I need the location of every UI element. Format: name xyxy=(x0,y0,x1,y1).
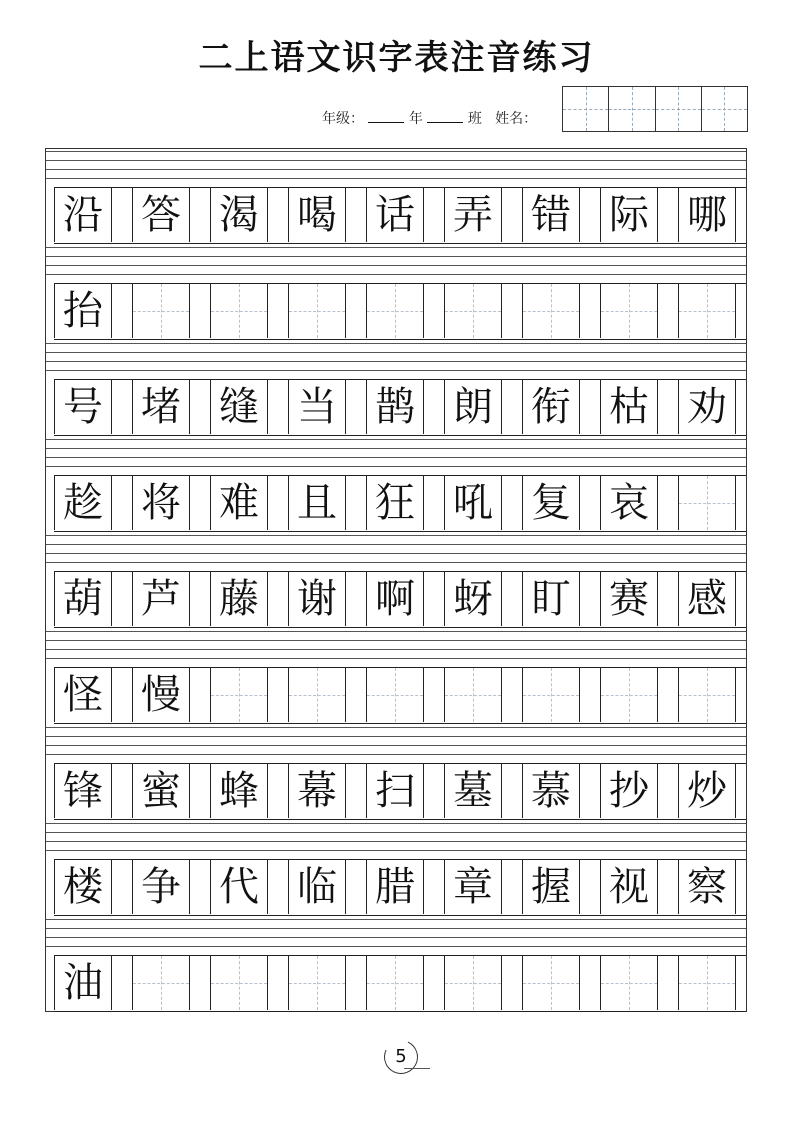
character-cell xyxy=(54,380,112,434)
character-cell xyxy=(600,572,658,626)
character-cell xyxy=(444,572,502,626)
character-cell xyxy=(522,476,580,530)
empty-character-cell[interactable] xyxy=(522,284,580,338)
character-cell xyxy=(54,956,112,1010)
character-cell xyxy=(522,188,580,242)
pinyin-line xyxy=(46,535,746,536)
hanzi-character: 楼 xyxy=(63,864,103,910)
character-cell xyxy=(132,572,190,626)
hanzi-character: 握 xyxy=(531,864,571,910)
character-cell xyxy=(522,572,580,626)
practice-row xyxy=(46,148,746,244)
name-box[interactable] xyxy=(656,87,702,131)
hanzi-character: 哪 xyxy=(687,192,727,238)
character-cell xyxy=(678,572,736,626)
character-cells xyxy=(54,859,746,916)
empty-character-cell[interactable] xyxy=(366,668,424,722)
hanzi-character: 抄 xyxy=(609,768,649,814)
character-cells xyxy=(54,379,746,436)
page-number-badge xyxy=(382,1038,420,1076)
pinyin-line xyxy=(46,466,746,467)
pinyin-line xyxy=(46,352,746,353)
pinyin-line xyxy=(46,178,746,179)
character-cell xyxy=(54,284,112,338)
character-cell xyxy=(288,380,346,434)
name-label: 姓名： xyxy=(495,111,538,127)
hanzi-character: 朗 xyxy=(453,384,493,430)
practice-row xyxy=(46,916,746,1012)
character-cell xyxy=(366,764,424,818)
hanzi-character: 难 xyxy=(219,480,259,526)
character-cell xyxy=(54,860,112,914)
hanzi-character: 枯 xyxy=(609,384,649,430)
character-cell xyxy=(678,764,736,818)
hanzi-character: 蜂 xyxy=(219,768,259,814)
pinyin-line xyxy=(46,919,746,920)
empty-character-cell[interactable] xyxy=(366,284,424,338)
hanzi-character: 将 xyxy=(141,480,181,526)
empty-character-cell[interactable] xyxy=(288,284,346,338)
hanzi-character: 幕 xyxy=(297,768,337,814)
pinyin-writing-lines[interactable] xyxy=(46,340,746,379)
pinyin-line xyxy=(46,832,746,833)
hanzi-character: 错 xyxy=(531,192,571,238)
character-cells xyxy=(54,475,746,532)
empty-character-cell[interactable] xyxy=(132,956,190,1010)
pinyin-line xyxy=(46,823,746,824)
hanzi-character: 炒 xyxy=(687,768,727,814)
character-cell xyxy=(54,572,112,626)
empty-character-cell[interactable] xyxy=(288,956,346,1010)
hanzi-character: 啊 xyxy=(375,576,415,622)
page-number: 5 xyxy=(395,1046,407,1067)
character-cell xyxy=(288,860,346,914)
pinyin-line xyxy=(46,658,746,659)
hanzi-character: 视 xyxy=(609,864,649,910)
hanzi-character: 葫 xyxy=(63,576,103,622)
character-cell xyxy=(522,860,580,914)
character-cell xyxy=(678,380,736,434)
empty-character-cell[interactable] xyxy=(522,668,580,722)
empty-character-cell[interactable] xyxy=(366,956,424,1010)
empty-character-cell[interactable] xyxy=(444,956,502,1010)
hanzi-character: 争 xyxy=(141,864,181,910)
hanzi-character: 代 xyxy=(219,864,259,910)
character-cell xyxy=(54,668,112,722)
pinyin-line xyxy=(46,937,746,938)
pinyin-line xyxy=(46,457,746,458)
hanzi-character: 藤 xyxy=(219,576,259,622)
practice-row xyxy=(46,436,746,532)
pinyin-line xyxy=(46,274,746,275)
hanzi-character: 缝 xyxy=(219,384,259,430)
pinyin-line xyxy=(46,265,746,266)
pinyin-writing-lines[interactable] xyxy=(46,436,746,475)
hanzi-character: 堵 xyxy=(141,384,181,430)
character-cell xyxy=(678,860,736,914)
character-cell xyxy=(444,860,502,914)
character-cell xyxy=(288,188,346,242)
character-cell xyxy=(366,572,424,626)
character-cell xyxy=(444,380,502,434)
practice-row xyxy=(46,724,746,820)
empty-character-cell[interactable] xyxy=(288,668,346,722)
practice-sheet xyxy=(45,148,747,1012)
hanzi-character: 芦 xyxy=(141,576,181,622)
hanzi-character: 扫 xyxy=(375,768,415,814)
student-info-line xyxy=(322,108,537,128)
name-box[interactable] xyxy=(563,87,609,131)
practice-row xyxy=(46,820,746,916)
class-blank[interactable] xyxy=(427,110,463,123)
pinyin-line xyxy=(46,754,746,755)
hanzi-character: 弄 xyxy=(453,192,493,238)
character-cell xyxy=(444,476,502,530)
year-suffix: 年 xyxy=(408,111,423,127)
name-writing-boxes[interactable] xyxy=(562,86,748,132)
character-cells xyxy=(54,283,746,340)
hanzi-character: 蚜 xyxy=(453,576,493,622)
empty-character-cell[interactable] xyxy=(210,956,268,1010)
name-box[interactable] xyxy=(609,87,655,131)
character-cell xyxy=(522,764,580,818)
character-cells xyxy=(54,667,746,724)
page-number-decoration xyxy=(404,1068,430,1075)
character-cell xyxy=(600,380,658,434)
hanzi-character: 喝 xyxy=(297,192,337,238)
pinyin-line xyxy=(46,439,746,440)
character-cell xyxy=(54,476,112,530)
character-cell xyxy=(600,476,658,530)
hanzi-character: 盯 xyxy=(531,576,571,622)
hanzi-character: 鹊 xyxy=(375,384,415,430)
empty-character-cell[interactable] xyxy=(678,668,736,722)
hanzi-character: 蜜 xyxy=(141,768,181,814)
empty-character-cell[interactable] xyxy=(522,956,580,1010)
empty-character-cell[interactable] xyxy=(678,284,736,338)
hanzi-character: 怪 xyxy=(63,672,103,718)
pinyin-line xyxy=(46,736,746,737)
character-cell xyxy=(132,764,190,818)
empty-character-cell[interactable] xyxy=(600,668,658,722)
character-cell xyxy=(132,380,190,434)
pinyin-line xyxy=(46,649,746,650)
hanzi-character: 赛 xyxy=(609,576,649,622)
pinyin-writing-lines[interactable] xyxy=(46,244,746,283)
hanzi-character: 衔 xyxy=(531,384,571,430)
empty-character-cell[interactable] xyxy=(600,956,658,1010)
hanzi-character: 腊 xyxy=(375,864,415,910)
character-cell xyxy=(366,476,424,530)
character-cell xyxy=(288,764,346,818)
pinyin-line xyxy=(46,553,746,554)
pinyin-writing-lines[interactable] xyxy=(46,532,746,571)
character-cell xyxy=(210,764,268,818)
character-cell xyxy=(444,188,502,242)
empty-character-cell[interactable] xyxy=(444,668,502,722)
hanzi-character: 吼 xyxy=(453,480,493,526)
hanzi-character: 锋 xyxy=(63,768,103,814)
empty-character-cell[interactable] xyxy=(210,284,268,338)
empty-character-cell[interactable] xyxy=(210,668,268,722)
hanzi-character: 狂 xyxy=(375,480,415,526)
hanzi-character: 复 xyxy=(531,480,571,526)
character-cells xyxy=(54,571,746,628)
character-cell xyxy=(54,764,112,818)
hanzi-character: 谢 xyxy=(297,576,337,622)
pinyin-writing-lines[interactable] xyxy=(46,820,746,859)
pinyin-line xyxy=(46,850,746,851)
empty-character-cell[interactable] xyxy=(678,476,736,530)
pinyin-writing-lines[interactable] xyxy=(46,724,746,763)
hanzi-character: 话 xyxy=(375,192,415,238)
hanzi-character: 际 xyxy=(609,192,649,238)
pinyin-writing-lines[interactable] xyxy=(46,628,746,667)
character-cell xyxy=(210,476,268,530)
character-cell xyxy=(132,860,190,914)
character-cells xyxy=(54,187,746,244)
pinyin-line xyxy=(46,727,746,728)
practice-row xyxy=(46,628,746,724)
character-cell xyxy=(366,188,424,242)
pinyin-writing-lines[interactable] xyxy=(46,916,746,955)
hanzi-character: 抬 xyxy=(63,288,103,334)
character-cell xyxy=(288,572,346,626)
pinyin-line xyxy=(46,160,746,161)
character-cell xyxy=(600,764,658,818)
pinyin-line xyxy=(46,745,746,746)
character-cell xyxy=(210,572,268,626)
grade-blank[interactable] xyxy=(368,110,404,123)
pinyin-line xyxy=(46,631,746,632)
character-cell xyxy=(600,188,658,242)
character-cell xyxy=(210,380,268,434)
character-cell xyxy=(444,764,502,818)
character-cells xyxy=(54,955,746,1012)
hanzi-character: 沿 xyxy=(63,192,103,238)
pinyin-line xyxy=(46,544,746,545)
hanzi-character: 临 xyxy=(297,864,337,910)
name-box[interactable] xyxy=(702,87,747,131)
hanzi-character: 当 xyxy=(297,384,337,430)
hanzi-character: 感 xyxy=(687,576,727,622)
hanzi-character: 号 xyxy=(63,384,103,430)
pinyin-line xyxy=(46,640,746,641)
hanzi-character: 答 xyxy=(141,192,181,238)
character-cells xyxy=(54,763,746,820)
character-cell xyxy=(678,188,736,242)
character-cell xyxy=(600,860,658,914)
pinyin-line xyxy=(46,928,746,929)
hanzi-character: 油 xyxy=(63,960,103,1006)
hanzi-character: 且 xyxy=(297,480,337,526)
character-cell xyxy=(366,380,424,434)
pinyin-line xyxy=(46,343,746,344)
character-cell xyxy=(132,188,190,242)
hanzi-character: 劝 xyxy=(687,384,727,430)
pinyin-writing-lines[interactable] xyxy=(46,148,746,187)
pinyin-line xyxy=(46,151,746,152)
empty-character-cell[interactable] xyxy=(132,284,190,338)
character-cell xyxy=(210,188,268,242)
pinyin-line xyxy=(46,946,746,947)
pinyin-line xyxy=(46,256,746,257)
character-cell xyxy=(522,380,580,434)
page-title: 二上语文识字表注音练习 xyxy=(198,38,595,78)
grade-label: 年级： xyxy=(322,111,364,127)
pinyin-line xyxy=(46,247,746,248)
character-cell xyxy=(288,476,346,530)
character-cell xyxy=(132,476,190,530)
character-cell xyxy=(366,860,424,914)
hanzi-character: 慢 xyxy=(141,672,181,718)
hanzi-character: 章 xyxy=(453,864,493,910)
character-cell xyxy=(210,860,268,914)
hanzi-character: 趁 xyxy=(63,480,103,526)
pinyin-line xyxy=(46,361,746,362)
pinyin-line xyxy=(46,562,746,563)
practice-row xyxy=(46,532,746,628)
practice-row xyxy=(46,340,746,436)
hanzi-character: 渴 xyxy=(219,192,259,238)
practice-row xyxy=(46,244,746,340)
character-cell xyxy=(132,668,190,722)
pinyin-line xyxy=(46,841,746,842)
class-suffix: 班 xyxy=(467,111,482,127)
hanzi-character: 墓 xyxy=(453,768,493,814)
pinyin-line xyxy=(46,448,746,449)
pinyin-line xyxy=(46,169,746,170)
hanzi-character: 察 xyxy=(687,864,727,910)
empty-character-cell[interactable] xyxy=(678,956,736,1010)
empty-character-cell[interactable] xyxy=(600,284,658,338)
pinyin-line xyxy=(46,370,746,371)
empty-character-cell[interactable] xyxy=(444,284,502,338)
hanzi-character: 慕 xyxy=(531,768,571,814)
hanzi-character: 哀 xyxy=(609,480,649,526)
character-cell xyxy=(54,188,112,242)
